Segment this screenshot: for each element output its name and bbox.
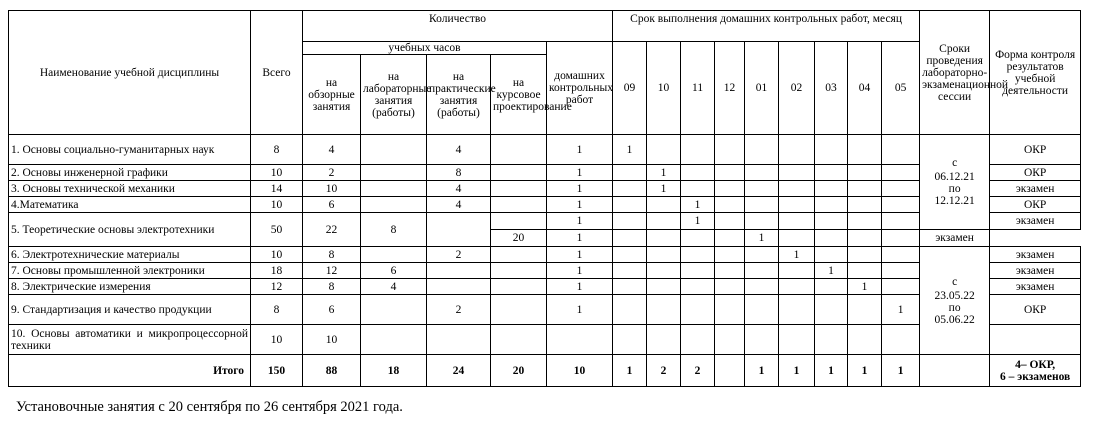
control-form: экзамен	[990, 181, 1081, 197]
month-mark	[613, 325, 647, 355]
month-mark	[715, 247, 745, 263]
month-mark	[882, 181, 920, 197]
month-mark	[779, 325, 815, 355]
month-mark	[882, 247, 920, 263]
overview-hours: 10	[303, 325, 361, 355]
subject-name: 7. Основы промышленной электроники	[9, 263, 251, 279]
header-month-01: 01	[745, 42, 779, 135]
coursework-hours	[491, 325, 547, 355]
month-mark	[882, 165, 920, 181]
lab-hours	[361, 197, 427, 213]
practical-hours: 2	[427, 295, 491, 325]
month-mark	[681, 165, 715, 181]
session-second-to: 05.06.22	[934, 313, 975, 326]
study-plan-table	[8, 10, 1081, 387]
header-labs: на лабораторные занятия (работы)	[361, 55, 427, 135]
month-mark: 1	[613, 135, 647, 165]
totals-month: 1	[815, 355, 848, 387]
month-mark: 1	[681, 197, 715, 213]
header-overview: на обзорные занятия	[303, 55, 361, 135]
totals-row	[9, 355, 1081, 387]
month-mark	[815, 325, 848, 355]
control-form: экзамен	[990, 247, 1081, 263]
month-mark	[779, 135, 815, 165]
subject-name: 8. Электрические измерения	[9, 279, 251, 295]
month-mark	[613, 230, 647, 247]
month-mark	[647, 213, 681, 230]
subject-name: 10. Основы автоматики и микропроцессорной техники	[9, 325, 251, 355]
month-mark	[815, 181, 848, 197]
coursework-hours	[491, 279, 547, 295]
month-mark	[613, 279, 647, 295]
month-mark: 1	[848, 279, 882, 295]
control-form: экзамен	[990, 213, 1081, 230]
header-row-1	[9, 11, 1081, 42]
month-mark	[779, 230, 815, 247]
month-mark	[715, 325, 745, 355]
coursework-hours	[491, 197, 547, 213]
homework-count: 1	[547, 279, 613, 295]
overview-hours: 8	[303, 279, 361, 295]
practical-hours: 4	[427, 197, 491, 213]
session-first-mid: по	[948, 183, 961, 195]
session-first-prefix: с	[952, 157, 958, 169]
totals-month: 1	[882, 355, 920, 387]
month-mark	[779, 197, 815, 213]
overview-hours: 6	[303, 197, 361, 213]
month-mark	[745, 165, 779, 181]
month-mark	[882, 279, 920, 295]
total-hours: 8	[251, 295, 303, 325]
subject-name: 1. Основы социально-гуманитарных наук	[9, 135, 251, 165]
coursework-hours: 20	[491, 230, 547, 247]
month-mark	[882, 197, 920, 213]
month-mark	[647, 135, 681, 165]
practical-hours: 4	[427, 135, 491, 165]
month-mark	[681, 181, 715, 197]
total-hours: 8	[251, 135, 303, 165]
month-mark	[848, 135, 882, 165]
header-home-works: домашних контрольных работ	[547, 42, 613, 135]
coursework-hours	[491, 135, 547, 165]
month-mark	[647, 197, 681, 213]
header-month-11: 11	[681, 42, 715, 135]
control-form: ОКР	[990, 197, 1081, 213]
total-hours: 10	[251, 325, 303, 355]
totals-label: Итого	[9, 355, 251, 387]
subject-name: 2. Основы инженерной графики	[9, 165, 251, 181]
month-mark	[745, 279, 779, 295]
month-mark: 1	[779, 247, 815, 263]
homework-count: 1	[547, 165, 613, 181]
totals-month: 1	[745, 355, 779, 387]
month-mark	[745, 325, 779, 355]
homework-count	[547, 325, 613, 355]
coursework-hours	[491, 263, 547, 279]
homework-count: 1	[547, 135, 613, 165]
coursework-hours	[491, 295, 547, 325]
header-month-05: 05	[882, 42, 920, 135]
month-mark	[681, 295, 715, 325]
month-mark	[715, 230, 745, 247]
month-mark	[681, 230, 715, 247]
totals-practical: 24	[427, 355, 491, 387]
control-form: ОКР	[990, 295, 1081, 325]
header-month-10: 10	[647, 42, 681, 135]
totals-control-line1: 4– ОКР,	[1015, 358, 1056, 371]
lab-hours: 8	[361, 213, 427, 247]
header-month-12: 12	[715, 42, 745, 135]
month-mark	[613, 165, 647, 181]
month-mark	[681, 263, 715, 279]
table-body	[9, 11, 1081, 387]
header-month-03: 03	[815, 42, 848, 135]
header-month-02: 02	[779, 42, 815, 135]
lab-hours	[361, 247, 427, 263]
month-mark	[647, 295, 681, 325]
month-mark	[613, 295, 647, 325]
table-row	[9, 135, 1081, 165]
month-mark	[745, 181, 779, 197]
month-mark	[613, 247, 647, 263]
session-second-from: 23.05.22	[934, 289, 975, 302]
totals-overview: 88	[303, 355, 361, 387]
totals-coursework: 20	[491, 355, 547, 387]
month-mark	[882, 263, 920, 279]
month-mark	[681, 135, 715, 165]
month-mark	[681, 279, 715, 295]
homework-count: 1	[547, 181, 613, 197]
total-hours: 14	[251, 181, 303, 197]
lab-hours	[361, 295, 427, 325]
month-mark	[715, 181, 745, 197]
header-deadlines: Срок выполнения домашних контрольных работ, месяц	[613, 11, 920, 42]
overview-hours: 10	[303, 181, 361, 197]
month-mark: 1	[681, 213, 715, 230]
totals-month	[715, 355, 745, 387]
month-mark	[848, 263, 882, 279]
month-mark	[848, 230, 882, 247]
table-row	[9, 247, 1081, 263]
subject-name: 3. Основы технической механики	[9, 181, 251, 197]
month-mark	[815, 135, 848, 165]
month-mark	[882, 213, 920, 230]
practical-hours: 4	[427, 181, 491, 197]
homework-count: 1	[547, 213, 613, 230]
month-mark	[745, 263, 779, 279]
month-mark	[815, 165, 848, 181]
subject-name: 6. Электротехнические материалы	[9, 247, 251, 263]
homework-count: 1	[547, 197, 613, 213]
practical-hours: 2	[427, 247, 491, 263]
month-mark	[647, 325, 681, 355]
header-total: Всего	[251, 11, 303, 135]
month-mark	[848, 213, 882, 230]
month-mark: 1	[745, 230, 779, 247]
session-first-from: 06.12.21	[934, 171, 975, 183]
header-practical: на практические занятия (работы)	[427, 55, 491, 135]
month-mark	[848, 197, 882, 213]
totals-labs: 18	[361, 355, 427, 387]
control-form: экзамен	[920, 230, 990, 247]
month-mark	[613, 263, 647, 279]
subject-name: 9. Стандартизация и качество продукции	[9, 295, 251, 325]
practical-hours: 8	[427, 165, 491, 181]
totals-month: 2	[681, 355, 715, 387]
coursework-empty	[491, 213, 547, 230]
month-mark	[613, 197, 647, 213]
month-mark	[848, 295, 882, 325]
month-mark	[745, 197, 779, 213]
session-dates-first	[920, 135, 990, 230]
month-mark	[681, 325, 715, 355]
totals-month: 1	[779, 355, 815, 387]
month-mark	[745, 295, 779, 325]
practical-hours	[427, 279, 491, 295]
month-mark: 1	[815, 263, 848, 279]
totals-control-line2: 6 – экзаменов	[999, 370, 1071, 383]
month-mark	[848, 181, 882, 197]
month-mark	[745, 247, 779, 263]
control-form: экзамен	[990, 279, 1081, 295]
overview-hours: 8	[303, 247, 361, 263]
lab-hours	[361, 135, 427, 165]
totals-month: 1	[613, 355, 647, 387]
month-mark	[745, 213, 779, 230]
month-mark	[815, 230, 848, 247]
total-hours: 10	[251, 165, 303, 181]
coursework-hours	[491, 247, 547, 263]
month-mark	[715, 135, 745, 165]
month-mark	[715, 213, 745, 230]
month-mark	[613, 213, 647, 230]
month-mark	[647, 279, 681, 295]
month-mark	[815, 247, 848, 263]
month-mark	[848, 325, 882, 355]
control-form: экзамен	[990, 263, 1081, 279]
header-month-09: 09	[613, 42, 647, 135]
overview-hours: 4	[303, 135, 361, 165]
month-mark	[715, 295, 745, 325]
subject-name: 5. Теоретические основы электротехники	[9, 213, 251, 247]
month-mark	[815, 279, 848, 295]
coursework-hours	[491, 181, 547, 197]
session-second-prefix: с	[952, 275, 958, 288]
month-mark	[848, 247, 882, 263]
month-mark: 1	[647, 181, 681, 197]
month-mark	[715, 263, 745, 279]
header-subject: Наименование учебной дисциплины	[9, 11, 251, 135]
month-mark	[647, 230, 681, 247]
control-form: ОКР	[990, 135, 1081, 165]
month-mark	[745, 135, 779, 165]
month-mark	[882, 325, 920, 355]
month-mark	[815, 197, 848, 213]
header-month-04: 04	[848, 42, 882, 135]
month-mark	[815, 295, 848, 325]
lab-hours	[361, 165, 427, 181]
control-form: ОКР	[990, 165, 1081, 181]
month-mark: 1	[647, 165, 681, 181]
total-hours: 10	[251, 197, 303, 213]
coursework-hours	[491, 165, 547, 181]
homework-count: 1	[547, 295, 613, 325]
month-mark	[715, 197, 745, 213]
month-mark	[681, 247, 715, 263]
month-mark	[647, 247, 681, 263]
month-mark	[613, 181, 647, 197]
month-mark	[779, 279, 815, 295]
totals-control	[990, 355, 1081, 387]
overview-hours: 2	[303, 165, 361, 181]
session-dates-second	[920, 247, 990, 355]
total-hours: 12	[251, 279, 303, 295]
practical-hours	[427, 325, 491, 355]
month-mark	[848, 165, 882, 181]
total-hours: 18	[251, 263, 303, 279]
lab-hours: 6	[361, 263, 427, 279]
month-mark	[779, 165, 815, 181]
header-coursework: на курсовое проектирование	[491, 55, 547, 135]
overview-hours: 6	[303, 295, 361, 325]
subject-name: 4.Математика	[9, 197, 251, 213]
overview-hours: 22	[303, 213, 361, 247]
month-mark	[815, 213, 848, 230]
lab-hours	[361, 181, 427, 197]
month-mark	[882, 135, 920, 165]
control-form	[990, 325, 1081, 355]
month-mark	[715, 165, 745, 181]
practical-hours	[427, 213, 491, 247]
totals-month: 1	[848, 355, 882, 387]
homework-count: 1	[547, 230, 613, 247]
month-mark	[779, 295, 815, 325]
homework-count: 1	[547, 263, 613, 279]
month-mark	[779, 213, 815, 230]
month-mark	[715, 279, 745, 295]
footer-note: Установочные занятия с 20 сентября по 26 сентября 2021 года.	[16, 399, 403, 415]
total-hours: 50	[251, 213, 303, 247]
month-mark: 1	[882, 295, 920, 325]
header-study-hours: учебных часов	[303, 42, 547, 55]
totals-homework: 10	[547, 355, 613, 387]
total-hours: 10	[251, 247, 303, 263]
header-session: Сроки проведения лабораторно-экзаменационной сессии	[920, 11, 990, 135]
header-quantity: Количество	[303, 11, 613, 42]
session-second-mid: по	[948, 301, 961, 314]
totals-month: 2	[647, 355, 681, 387]
month-mark	[882, 230, 920, 247]
totals-total: 150	[251, 355, 303, 387]
lab-hours: 4	[361, 279, 427, 295]
month-mark	[779, 263, 815, 279]
header-control: Форма контроля результатов учебной деятельности	[990, 11, 1081, 135]
overview-hours: 12	[303, 263, 361, 279]
practical-hours	[427, 263, 491, 279]
homework-count: 1	[547, 247, 613, 263]
lab-hours	[361, 325, 427, 355]
month-mark	[647, 263, 681, 279]
totals-session-empty	[920, 355, 990, 387]
session-first-to: 12.12.21	[934, 195, 975, 207]
month-mark	[779, 181, 815, 197]
